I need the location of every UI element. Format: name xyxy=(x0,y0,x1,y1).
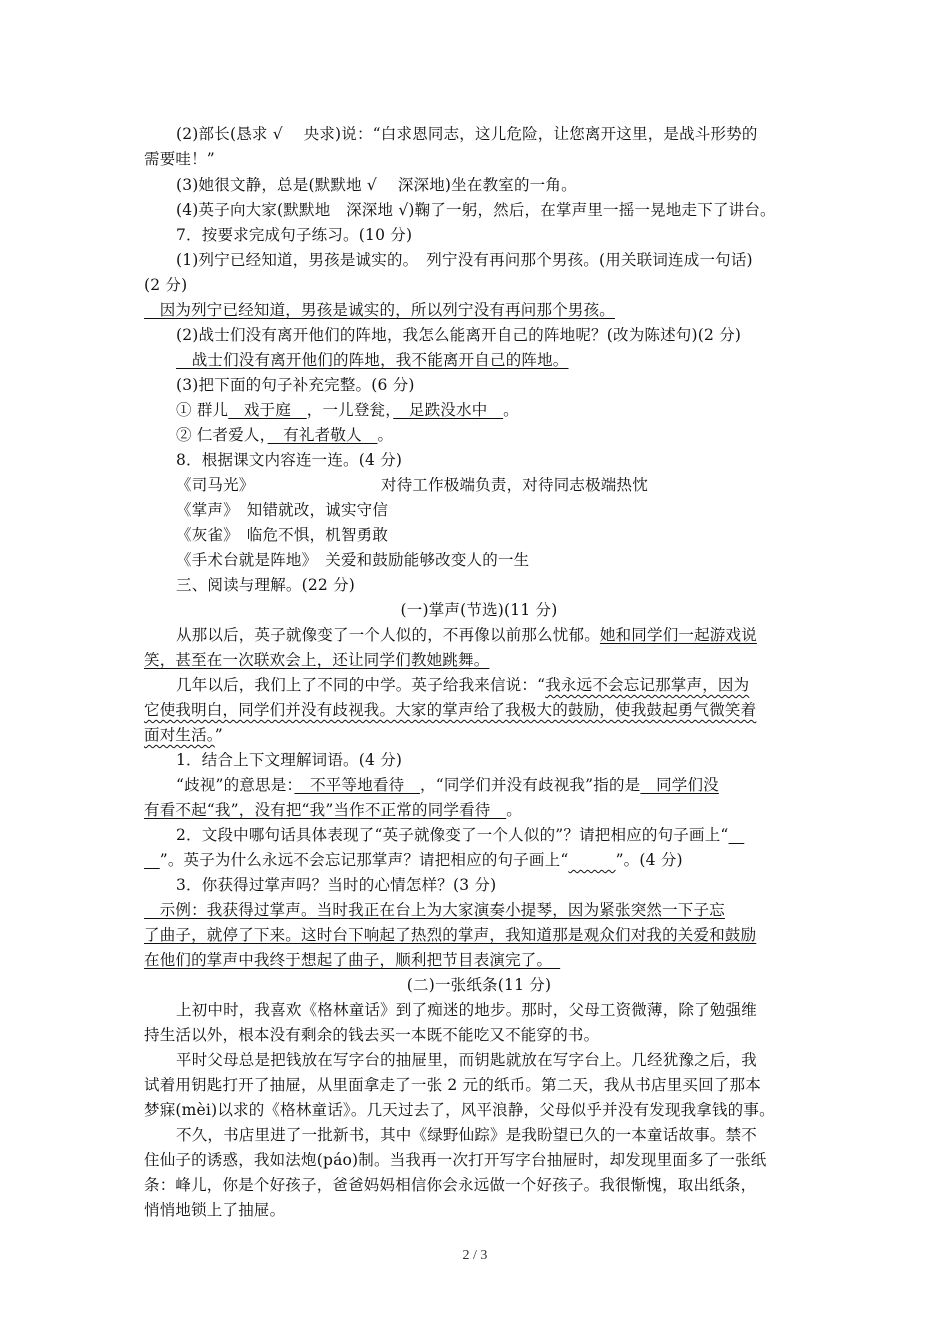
q7-s3-1-pre: ① 群儿 xyxy=(176,401,229,419)
p1-q1-mid: ，“同学们并没有歧视我”指的是 xyxy=(420,776,641,794)
passage2-para1-line1: 上初中时，我喜欢《格林童话》到了痴迷的地步。那时，父母工资微薄，除了勉强维 xyxy=(176,1001,757,1019)
passage1-para2-wavy-2: 它使我明白，同学们并没有歧视我。大家的掌声给了我极大的鼓励，使我鼓起勇气微笑着 xyxy=(144,701,757,719)
q7-s3-1-answer1: 戏于庭 xyxy=(228,401,307,419)
p1-q2-text3: ”。(4 分) xyxy=(615,851,683,869)
q7-s3: (3)把下面的句子补充完整。(6 分) xyxy=(176,376,415,394)
p1-q3-answer-3: 在他们的掌声中我终于想起了曲子，顺利把节目表演完了。 xyxy=(144,951,561,969)
passage2-para2-line1: 平时父母总是把钱放在写字台的抽屉里，而钥匙就放在写字台上。几经犹豫之后，我 xyxy=(176,1051,757,1069)
q7-s1-line2: (2 分) xyxy=(144,276,188,294)
p1-q3-answer-2: 了曲子，就停了下来。这时台下响起了热烈的掌声，我知道那是观众们对我的关爱和鼓励 xyxy=(144,926,757,944)
q7-title: 7．按要求完成句子练习。(10 分) xyxy=(176,226,413,244)
passage1-para2-line3 xyxy=(144,723,814,748)
passage1-para2-line2 xyxy=(144,698,814,723)
q7-s3-item2 xyxy=(176,423,846,448)
p1-q1-answer2-part2: 有看不起“我”，没有把“我”当作不正常的同学看待 xyxy=(144,801,507,819)
p1-q2-wavy-sample xyxy=(568,851,615,869)
q7-s3-1-mid: ，一儿登瓮， xyxy=(306,401,394,419)
q7-s3-2-pre: ② 仁者爱人， xyxy=(176,426,268,444)
q7-s3-item1 xyxy=(176,398,846,423)
page-number: 2 / 3 xyxy=(462,1248,488,1263)
passage2-para2-line2: 试着用钥匙打开了抽屉，从里面拿走了一张 2 元的纸币。第二天，我从书店里买回了那本 xyxy=(144,1076,761,1094)
p1-q1-line1 xyxy=(176,773,846,798)
p1-q2-text2: ”。英子为什么永远不会忘记那掌声？请把相应的句子画上“ xyxy=(159,851,569,869)
p1-q1-line2 xyxy=(144,798,814,823)
p1-q1-end: 。 xyxy=(506,801,522,819)
section3-title: 三、阅读与理解。(22 分) xyxy=(176,576,356,594)
passage1-para1-line2 xyxy=(144,648,814,673)
p1-q3-answer-line3 xyxy=(144,948,814,973)
p1-q2-underline-sample-1 xyxy=(729,826,745,844)
q7-s3-2-end: 。 xyxy=(377,426,394,444)
q8-row1 xyxy=(176,473,846,498)
p1-q1-answer2-part1: 同学们没 xyxy=(640,776,719,794)
p1-q3-answer-line2 xyxy=(144,923,814,948)
q7-s2-answer-text: 战士们没有离开他们的阵地，我不能离开自己的阵地。 xyxy=(176,351,569,369)
passage1-para2-wavy-1: 我永远不会忘记那掌声，因为 xyxy=(545,676,750,694)
p1-q3-title: 3．你获得过掌声吗？当时的心情怎样？(3 分) xyxy=(176,876,497,894)
passage1-para2-wavy-3: 面对生活。 xyxy=(144,726,215,744)
q8-title: 8．根据课文内容连一连。(4 分) xyxy=(176,451,403,469)
passage1-para1-underlined-2: 笑，甚至在一次联欢会上，还让同学们教她跳舞。 xyxy=(144,651,490,669)
q6-item3: (3)她很文静，总是(默默地 √ 深深地)坐在教室的一角。 xyxy=(176,176,577,194)
q6-item4: (4)英子向大家(默默地 深深地 √)鞠了一躬，然后，在掌声里一摇一晃地走下了讲台。 xyxy=(176,201,776,219)
passage1-para2-line1 xyxy=(176,673,846,698)
passage2-para1-line2: 持生活以外，根本没有剩余的钱去买一本既不能吃又不能穿的书。 xyxy=(144,1026,600,1044)
passage2-para3-line1: 不久，书店里进了一批新书，其中《绿野仙踪》是我盼望已久的一本童话故事。禁不 xyxy=(176,1126,757,1144)
p1-q2-line1 xyxy=(176,823,846,848)
q8-row1-right: 对待工作极端负责，对待同志极端热忱 xyxy=(381,476,648,494)
q7-s3-1-end: 。 xyxy=(503,401,519,419)
passage1-para1-plain: 从那以后，英子就像变了一个人似的，不再像以前那么忧郁。 xyxy=(176,626,600,644)
q8-row2: 《掌声》 知错就改，诚实守信 xyxy=(176,501,389,519)
p1-q2-underline-sample-2 xyxy=(144,851,160,869)
passage2-para3-line3: 条：峰儿，你是个好孩子，爸爸妈妈相信你会永远做一个好孩子。我很惭愧，取出纸条， xyxy=(144,1176,757,1194)
p1-q3-answer-line1 xyxy=(144,898,814,923)
passage2-para3-line4: 悄悄地锁上了抽屉。 xyxy=(144,1201,286,1219)
q8-row1-left: 《司马光》 xyxy=(176,476,255,494)
q6-item2-line2: 需要哇！” xyxy=(144,150,215,168)
p1-q3-answer-1: 示例：我获得过掌声。当时我正在台上为大家演奏小提琴，因为紧张突然一下子忘 xyxy=(144,901,725,919)
passage1-para1-underlined-1: 她和同学们一起游戏说 xyxy=(599,626,757,644)
q6-item2-line1: (2)部长(恳求 √ 央求)说：“白求恩同志，这儿危险，让您离开这里，是战斗形势的 xyxy=(176,125,758,143)
q7-s1-line1: (1)列宁已经知道，男孩是诚实的。 列宁没有再问那个男孩。(用关联词连成一句话) xyxy=(176,251,753,269)
passage1-para1-line1 xyxy=(176,623,846,648)
q7-s3-1-answer2: 足跌没水中 xyxy=(393,401,504,419)
q7-s1-answer-text: 因为列宁已经知道，男孩是诚实的，所以列宁没有再问那个男孩。 xyxy=(144,301,616,319)
passage2-para3-line2: 住仙子的诱惑，我如法炮(páo)制。当我再一次打开写字台抽屉时，却发现里面多了一张纸 xyxy=(144,1151,767,1169)
q7-s2: (2)战士们没有离开他们的阵地，我怎么能离开自己的阵地呢？(改为陈述句)(2 分) xyxy=(176,326,742,344)
p1-q1-pre: “歧视”的意思是： xyxy=(176,776,295,794)
q7-s2-answer xyxy=(176,348,846,373)
p1-q2-line2 xyxy=(144,848,814,873)
q7-s1-answer xyxy=(144,298,814,323)
passage2-title: (二)一张纸条(11 分) xyxy=(406,976,552,994)
passage1-para2-plain: 几年以后，我们上了不同的中学。英子给我来信说：“ xyxy=(176,676,546,694)
passage2-para2-line3: 梦寐(mèi)以求的《格林童话》。几天过去了，风平浪静，父母似乎并没有发现我拿钱的事。 xyxy=(144,1101,775,1119)
p1-q1-title: 1．结合上下文理解词语。(4 分) xyxy=(176,751,403,769)
q7-s3-2-answer: 有礼者敬人 xyxy=(267,426,378,444)
passage1-title: (一)掌声(节选)(11 分) xyxy=(400,601,558,619)
passage1-para2-end: ” xyxy=(214,726,223,744)
p1-q1-answer1: 不平等地看待 xyxy=(294,776,421,794)
q8-row3: 《灰雀》 临危不惧，机智勇敢 xyxy=(176,526,389,544)
p1-q2-text1: 2．文段中哪句话具体表现了“英子就像变了一个人似的”？请把相应的句子画上“ xyxy=(176,826,729,844)
q8-row4: 《手术台就是阵地》 关爱和鼓励能够改变人的一生 xyxy=(176,551,530,569)
